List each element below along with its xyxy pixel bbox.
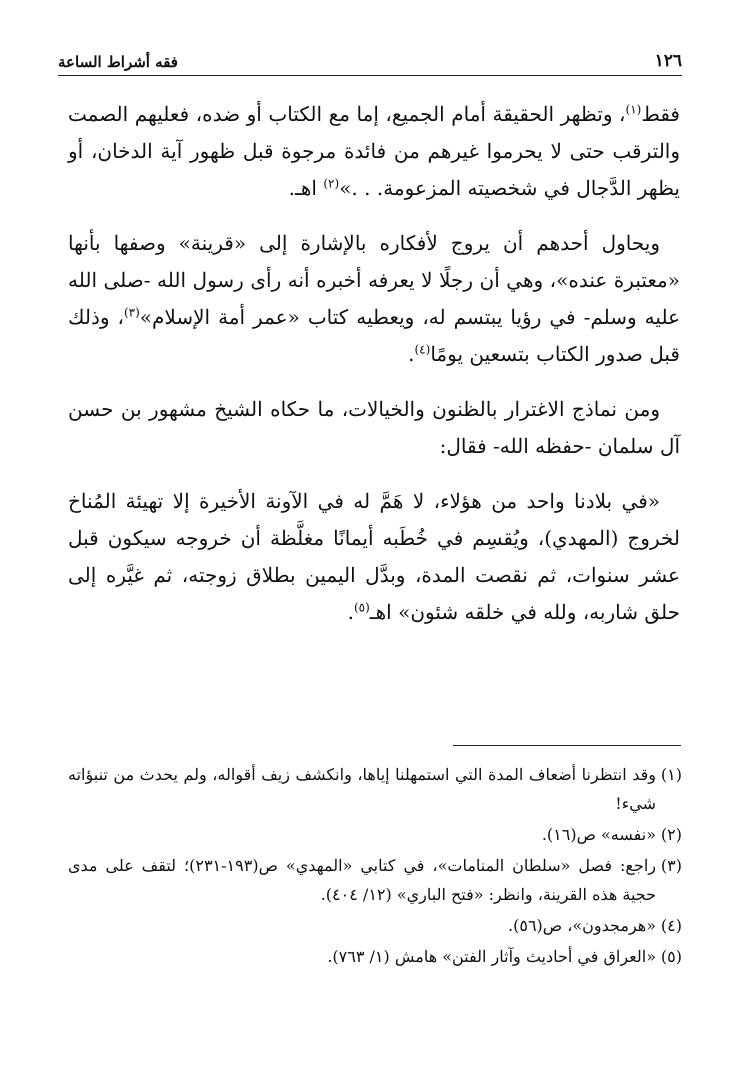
paragraph-1 [68,96,680,207]
footnotes [68,760,682,973]
paragraph-text: ومن نماذج الاغترار بالظنون والخيالات، ما حكاه الشيخ مشهور بن حسن آل سلمان -حفظه الله- فقال: [68,397,680,458]
main-text [68,96,680,649]
paragraph-text: ، وذلك قبل صدور الكتاب بتسعين يومًا [68,305,680,366]
paragraph-text: «في بلادنا واحد من هؤلاء، لا هَمَّ له في الآونة الأخيرة إلا تهيئة المُناخ لخروج (المهدي)، ويُقسِم في خُطَبه أيمانًا مغلَّظة أن خروجه سيكون قبل عشر سنوات، ثم نقصت المدة، وبدَّل اليمين بطلاق زوجته، ثم غيَّره إلى حلق شاربه، ولله في خلقه شئون» اهـ [68,489,680,624]
paragraph-text: ، وتظهر الحقيقة أمام الجميع، إما مع الكتاب أو ضده، فعليهم الصمت والترقب حتى لا يحرموا غيرهم من فائدة مرجوة قبل ظهور آية الدخان، أو يظهر الدَّجال في شخصيته المزعومة. . .» [68,102,680,200]
paragraph-text: . [408,342,415,366]
footnote-item [68,820,682,849]
footnote-item [68,942,682,971]
paragraph-text: فقط [641,102,680,126]
footnote-item [68,911,682,940]
footnote-text: راجع: فصل «سلطان المنامات»، في كتابي «المهدي» ص(١٩٣-٢٣١)؛ لتقف على مدى حجية هذه القرينة، وانظر: «فتح الباري» (١٢/ ٤٠٤). [68,856,657,904]
paragraph-2 [68,225,680,373]
footnote-text: «هرمجدون»، ص(٥٦). [508,916,656,935]
footnote-divider [453,745,681,746]
paragraph-3 [68,391,680,465]
footnote-item [68,851,682,909]
paragraph-text: . [347,600,354,624]
paragraph-text: ويحاول أحدهم أن يروج لأفكاره بالإشارة إلى «قرينة» وصفها بأنها «معتبرة عنده»، وهي أن رجلًا لا يعرفه أخبره أنه رأى رسول الله -صلى الله عليه وسلم- في رؤيا يبتسم له، ويعطيه كتاب «عمر أمة الإسلام» [68,231,680,329]
footnote-ref: (٤) [414,342,431,357]
footnote-text: وقد انتظرنا أضعاف المدة التي استمهلنا إياها، وانكشف زيف أقواله، ولم يحدث من تنبؤاته شيء! [68,765,656,813]
footnote-number: (٥) [660,947,682,966]
footnote-item [68,760,682,818]
footnote-ref: (٥) [353,600,370,615]
footnote-ref: (١) [625,102,642,117]
footnote-text: «نفسه» ص(١٦). [541,825,656,844]
footnote-number: (٢) [660,825,682,844]
footnote-ref: (٣) [123,305,140,320]
paragraph-text: اهـ. [288,176,324,200]
footnote-number: (١) [660,765,682,784]
footnote-text: «العراق في أحاديث وآثار الفتن» هامش (١/ ٧٦٣). [327,947,656,966]
footnote-ref: (٢) [323,176,340,191]
page-number: ١٢٦ [654,51,682,71]
page-header [58,40,682,76]
footnote-number: (٤) [660,916,682,935]
footnote-number: (٣) [660,856,682,875]
running-title: فقه أشراط الساعة [58,53,178,71]
paragraph-4-quote [68,483,680,631]
